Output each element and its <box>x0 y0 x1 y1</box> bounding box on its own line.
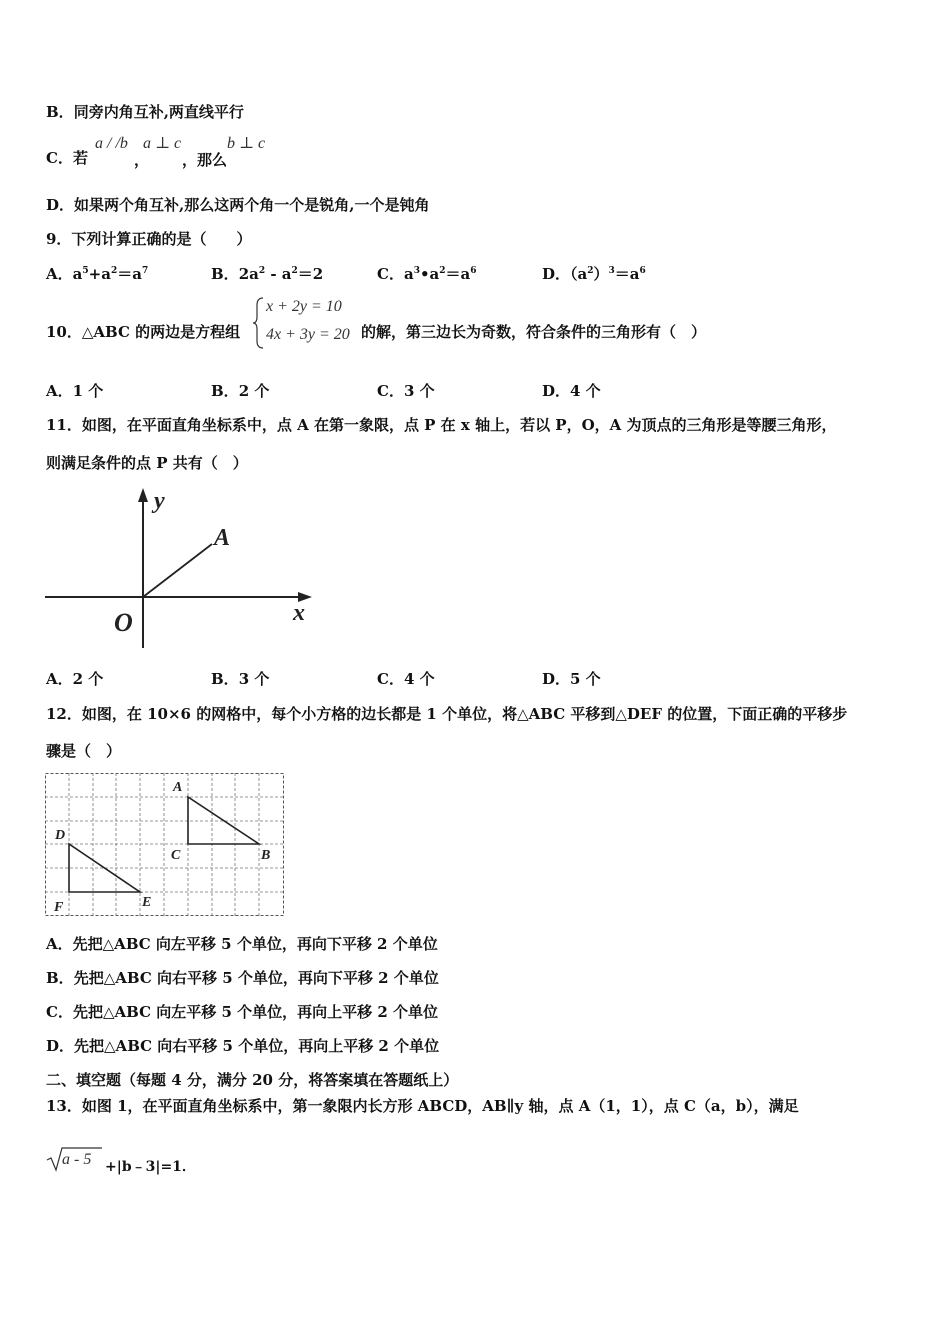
separator: ， <box>134 151 150 169</box>
triangle-def <box>69 844 140 892</box>
option-text: 如果两个角互补,那么这两个角一个是锐角,一个是钝角 <box>74 196 430 214</box>
q12-option-a: A．先把△ABC 向左平移 5 个单位，再向下平移 2 个单位 <box>46 935 438 953</box>
label-e: E <box>142 895 152 910</box>
triangle-abc <box>188 797 259 844</box>
option-label: D． <box>46 196 75 214</box>
equation-1: x + 2y = 10 <box>266 298 342 315</box>
label-d: D <box>55 828 66 843</box>
origin-label: O <box>114 608 133 637</box>
equation-2: 4x + 3y = 20 <box>266 326 350 343</box>
point-a-label: A <box>214 525 231 551</box>
segment-oa <box>143 544 212 597</box>
label-c: C <box>171 848 181 863</box>
q11-option-d: D．5 个 <box>542 670 601 688</box>
q12-option-d: D．先把△ABC 向右平移 5 个单位，再向上平移 2 个单位 <box>46 1037 440 1055</box>
q11-option-b: B．3 个 <box>211 670 270 688</box>
q12-stem-line2: 骤是（ ） <box>46 742 122 760</box>
option-label: C． <box>46 149 73 167</box>
option-pre: 若 <box>72 149 88 167</box>
option-label: B． <box>46 103 74 121</box>
q12-option-b: B．先把△ABC 向右平移 5 个单位，再向下平移 2 个单位 <box>46 969 439 987</box>
math-b-perp-c: b ⊥ c <box>227 135 266 152</box>
q9-option-c: C．$a^3•a^2=a^6$ <box>377 265 477 283</box>
q10-stem-post: 的解，第三边长为奇数，符合条件的三角形有（ ） <box>361 323 707 341</box>
q11-stem-line2: 则满足条件的点 P 共有（ ） <box>46 454 248 472</box>
q9-stem: 9．下列计算正确的是（ ） <box>46 230 252 248</box>
q9-option-a: A．$a^5+a^2=a^7$ <box>46 265 149 283</box>
q12-option-c: C．先把△ABC 向左平移 5 个单位，再向上平移 2 个单位 <box>46 1003 439 1021</box>
q8-option-d <box>46 195 429 215</box>
equation-brace <box>252 296 266 350</box>
coordinate-figure <box>40 480 330 655</box>
q13-condition: +|b﹣3|=1． <box>105 1159 196 1175</box>
radicand: a - 5 <box>62 1151 92 1168</box>
section-heading: 二、填空题（每题 4 分，满分 20 分，将答案填在答题纸上） <box>46 1071 459 1089</box>
q10-stem-pre: 10．△ABC 的两边是方程组 <box>46 323 241 341</box>
q10-option-c: C．3 个 <box>377 382 435 400</box>
q11-option-c: C．4 个 <box>377 670 435 688</box>
y-axis-arrow <box>138 488 148 502</box>
q13-stem-line1: 13．如图 1，在平面直角坐标系中，第一象限内长方形 ABCD，AB∥y 轴，点 A（1，1），点 C（a，b），满足 <box>46 1097 799 1115</box>
q11-option-a: A．2 个 <box>46 670 104 688</box>
label-a: A <box>173 780 183 795</box>
math-a-parallel-b: a / /b <box>95 135 128 152</box>
q9-option-b: B．$2a^2 - a^2=2$ <box>211 265 324 283</box>
option-text: 同旁内角互补,两直线平行 <box>73 103 244 121</box>
q12-stem-line1: 12．如图，在 10×6 的网格中，每个小方格的边长都是 1 个单位，将△ABC 平移到△DEF 的位置，下面正确的平移步 <box>46 705 848 723</box>
label-f: F <box>54 900 64 915</box>
q8-option-c <box>46 148 88 168</box>
y-label: y <box>154 488 165 514</box>
q10-option-a: A．1 个 <box>46 382 104 400</box>
q11-stem-line1: 11．如图，在平面直角坐标系中，点 A 在第一象限，点 P 在 x 轴上，若以 P，O，A 为顶点的三角形是等腰三角形， <box>46 416 837 434</box>
label-b: B <box>261 848 271 863</box>
x-label: x <box>293 600 305 626</box>
grid-figure <box>45 773 285 917</box>
option-mid: ，那么 <box>182 151 228 169</box>
q8-option-b <box>46 102 244 122</box>
math-a-perp-c: a ⊥ c <box>143 135 182 152</box>
q10-option-b: B．2 个 <box>211 382 270 400</box>
q9-option-d: D．$(a^2)^3=a^6$ <box>542 265 646 283</box>
q10-option-d: D．4 个 <box>542 382 601 400</box>
